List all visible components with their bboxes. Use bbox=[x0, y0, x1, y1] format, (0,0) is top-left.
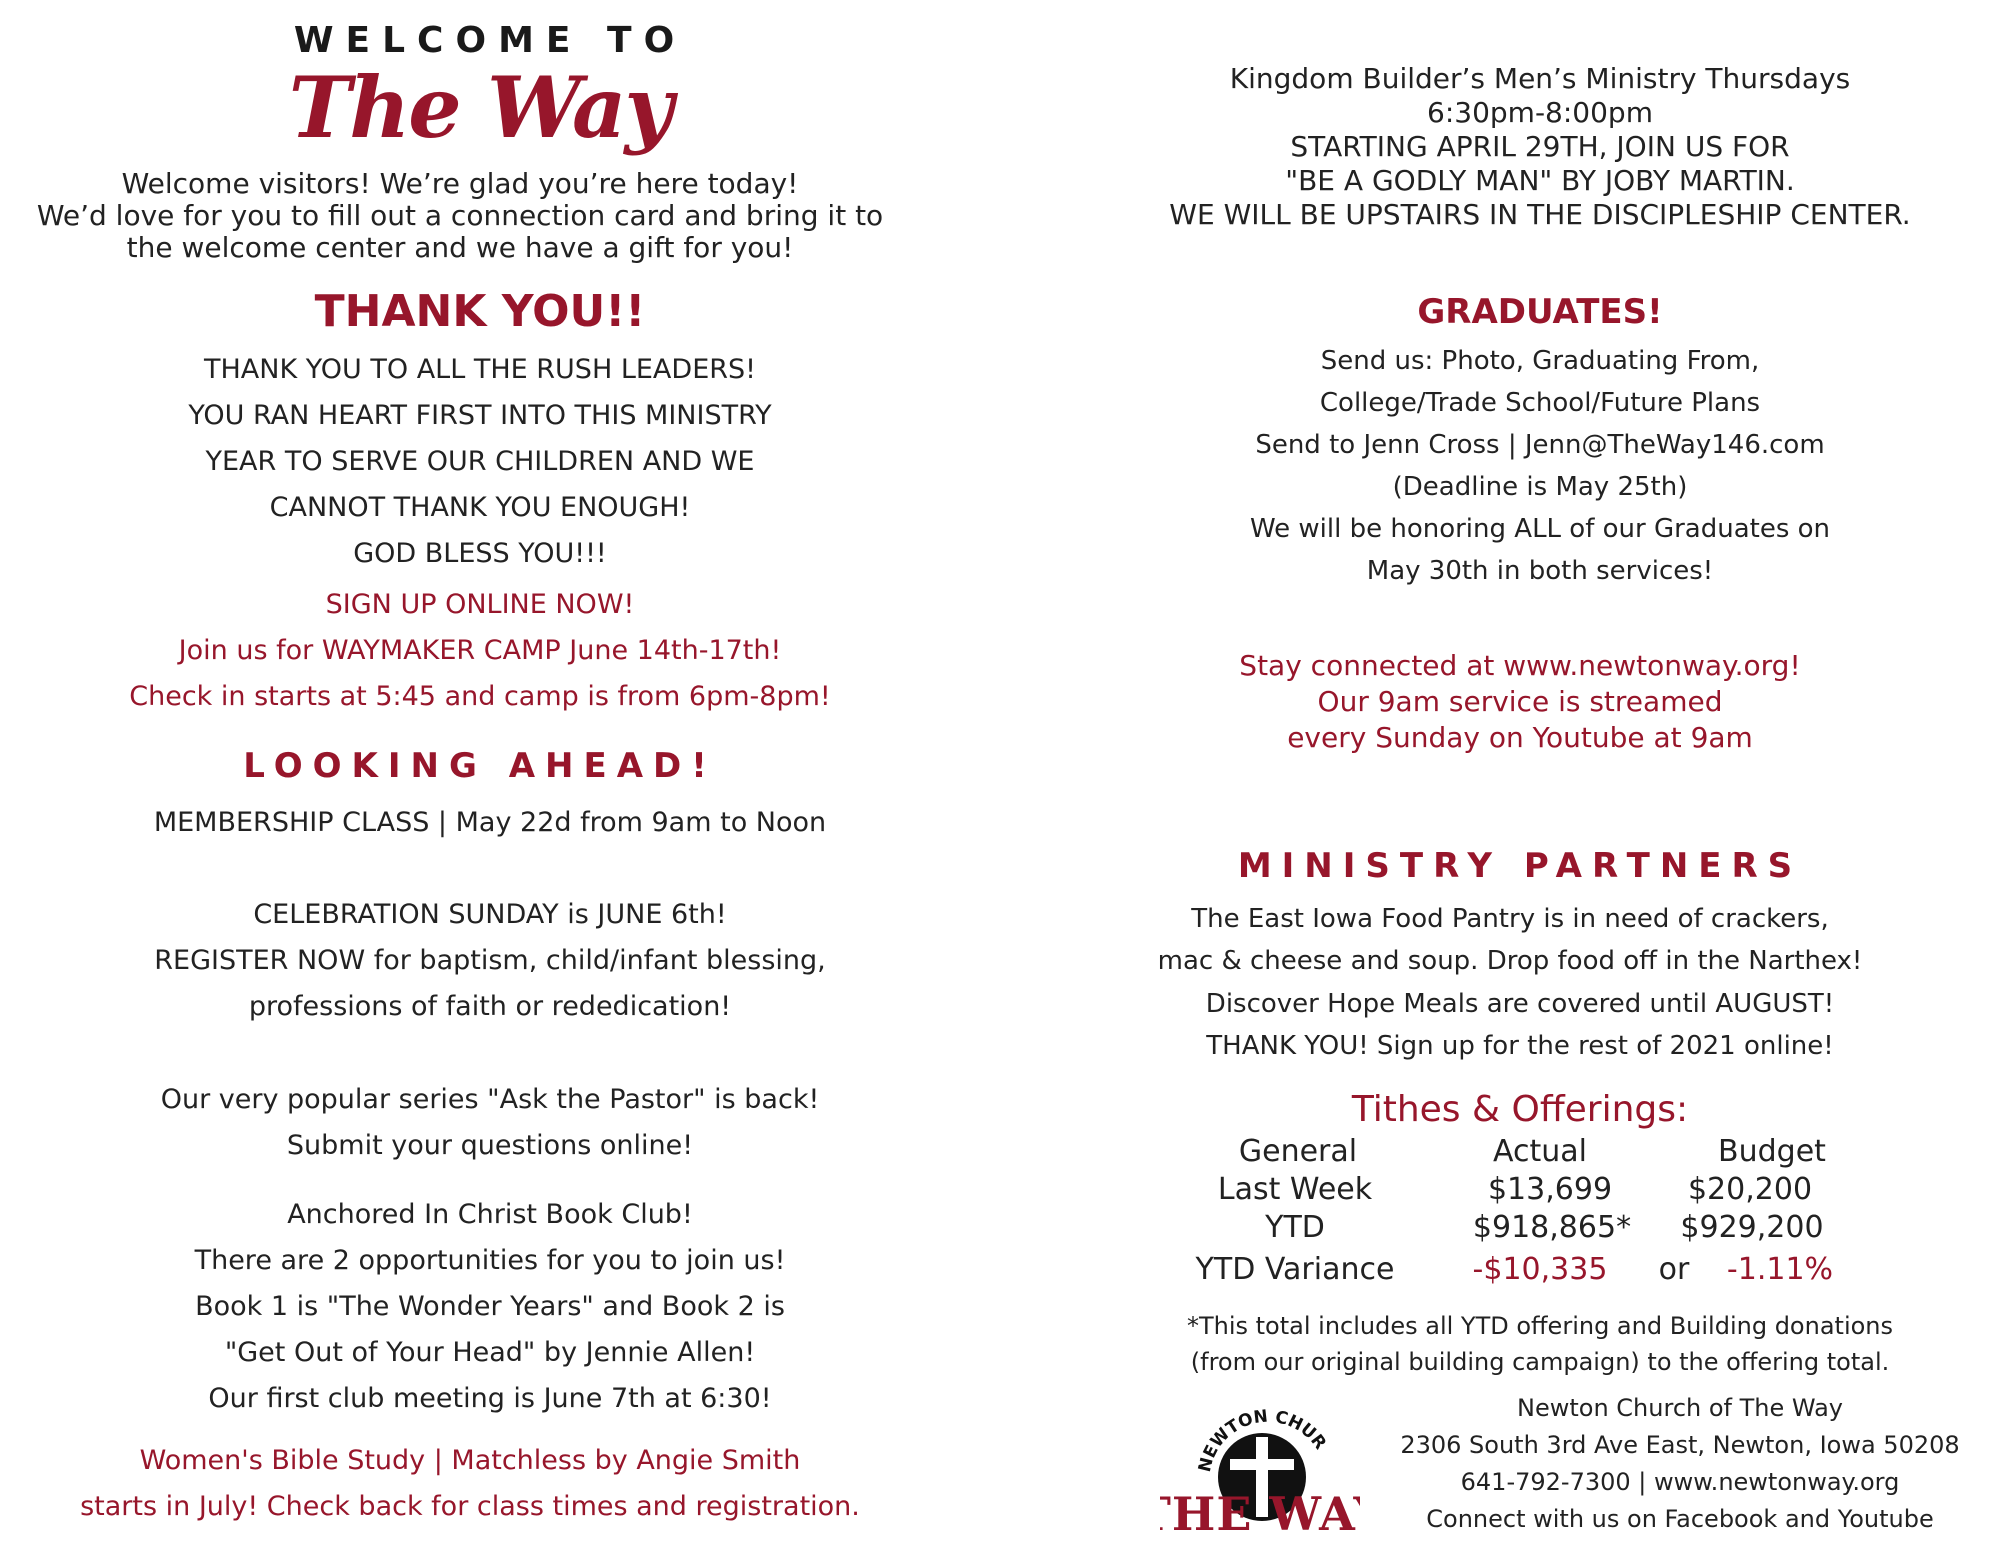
mens-line: Kingdom Builder’s Men’s Ministry Thursdays bbox=[1229, 62, 1851, 95]
looking-ahead-heading: LOOKING AHEAD! bbox=[243, 746, 717, 786]
col-header-general: General bbox=[1238, 1134, 1358, 1169]
thank-you-line: CANNOT THANK YOU ENOUGH! bbox=[269, 492, 691, 523]
ministry-partners-message bbox=[1070, 898, 1950, 982]
graduates-line: Send us: Photo, Graduating From, bbox=[1320, 346, 1760, 376]
mens-line: 6:30pm-8:00pm bbox=[1427, 96, 1653, 129]
partners-line: Discover Hope Meals are covered until AUGUST! bbox=[1205, 989, 1835, 1019]
camp-line: Join us for WAYMAKER CAMP June 14th-17th! bbox=[178, 635, 782, 666]
graduates-line: Send to Jenn Cross | Jenn@TheWay146.com bbox=[1255, 430, 1825, 460]
bookclub-line: Anchored In Christ Book Club! bbox=[287, 1199, 693, 1230]
book-club bbox=[20, 1192, 960, 1422]
col-header-budget: Budget bbox=[1718, 1134, 1826, 1169]
actual-value: $918,865* bbox=[1472, 1210, 1632, 1245]
membership-class bbox=[20, 800, 960, 846]
visitors-line: Welcome visitors! We’re glad you’re here today! bbox=[121, 167, 799, 200]
mens-line: STARTING APRIL 29TH, JOIN US FOR bbox=[1290, 130, 1790, 163]
graduates-message bbox=[1100, 340, 1980, 592]
graduates-heading: GRADUATES! bbox=[1417, 292, 1663, 332]
celebration-line: professions of faith or rededication! bbox=[248, 991, 732, 1022]
membership-line: MEMBERSHIP CLASS | May 22d from 9am to Noon bbox=[153, 807, 827, 838]
contact-line: 641-792-7300 | www.newtonway.org bbox=[1460, 1468, 1900, 1496]
thank-you-line: YEAR TO SERVE OUR CHILDREN AND WE bbox=[205, 446, 755, 477]
contact-line: Connect with us on Facebook and Youtube bbox=[1426, 1505, 1934, 1533]
celebration-sunday bbox=[20, 892, 960, 1030]
footnote-line: (from our original building campaign) to the offering total. bbox=[1190, 1348, 1890, 1376]
stay-line: every Sunday on Youtube at 9am bbox=[1287, 721, 1753, 754]
row-label: YTD Variance bbox=[1195, 1252, 1395, 1287]
the-way-script-title: The Way bbox=[288, 58, 672, 157]
pastor-line: Our very popular series "Ask the Pastor" is back! bbox=[160, 1084, 820, 1115]
visitors-message bbox=[0, 168, 930, 264]
budget-value: $929,200 bbox=[1680, 1210, 1824, 1245]
contact-info bbox=[1370, 1390, 1990, 1538]
thank-you-heading: THANK YOU!! bbox=[314, 286, 646, 337]
variance-or: or bbox=[1658, 1252, 1690, 1287]
camp-line: SIGN UP ONLINE NOW! bbox=[325, 589, 635, 620]
variance-percent: -1.11% bbox=[1726, 1252, 1834, 1287]
tithes-table bbox=[1100, 1134, 1980, 1294]
mens-line: "BE A GODLY MAN" BY JOBY MARTIN. bbox=[1285, 164, 1795, 197]
bible-study-line: starts in July! Check back for class times and registration. bbox=[80, 1491, 860, 1522]
col-header-actual: Actual bbox=[1493, 1134, 1587, 1169]
budget-value: $20,200 bbox=[1687, 1172, 1813, 1207]
pastor-line: Submit your questions online! bbox=[286, 1130, 694, 1161]
mens-line: WE WILL BE UPSTAIRS IN THE DISCIPLESHIP CENTER. bbox=[1169, 198, 1911, 231]
stay-line: Stay connected at www.newtonway.org! bbox=[1239, 649, 1801, 682]
thank-you-line: GOD BLESS YOU!!! bbox=[353, 538, 607, 569]
partners-line: mac & cheese and soup. Drop food off in the Narthex! bbox=[1157, 946, 1863, 976]
contact-line: Newton Church of The Way bbox=[1517, 1394, 1843, 1422]
logo-ring-text: NEWTON CHUR bbox=[1195, 1406, 1330, 1475]
tithes-header-row bbox=[1100, 1134, 1980, 1174]
variance-row bbox=[1100, 1252, 1980, 1292]
camp-line: Check in starts at 5:45 and camp is from 6pm-8pm! bbox=[129, 681, 831, 712]
stay-connected bbox=[1080, 648, 1960, 756]
thank-you-line: THANK YOU TO ALL THE RUSH LEADERS! bbox=[204, 354, 756, 385]
table-row bbox=[1100, 1210, 1980, 1250]
ask-the-pastor bbox=[20, 1077, 960, 1169]
bookclub-line: Book 1 is "The Wonder Years" and Book 2 is bbox=[195, 1291, 785, 1322]
thank-you-line: YOU RAN HEART FIRST INTO THIS MINISTRY bbox=[188, 400, 772, 431]
church-logo bbox=[1160, 1385, 1360, 1535]
discover-hope-message bbox=[1080, 983, 1960, 1067]
womens-bible-study bbox=[0, 1438, 940, 1530]
tithes-heading: Tithes & Offerings: bbox=[1351, 1089, 1689, 1130]
ministry-partners-heading: MINISTRY PARTNERS bbox=[1237, 846, 1803, 886]
visitors-line: We’d love for you to fill out a connection card and bring it to bbox=[36, 199, 884, 232]
footnote-line: *This total includes all YTD offering and Building donations bbox=[1186, 1312, 1894, 1340]
row-label: Last Week bbox=[1217, 1172, 1373, 1207]
graduates-line: (Deadline is May 25th) bbox=[1392, 472, 1688, 502]
mens-ministry bbox=[1100, 62, 1980, 232]
actual-value: $13,699 bbox=[1487, 1172, 1613, 1207]
graduates-line: We will be honoring ALL of our Graduates on bbox=[1249, 514, 1831, 544]
cross-bar-icon bbox=[1230, 1459, 1294, 1470]
partners-line: The East Iowa Food Pantry is in need of crackers, bbox=[1191, 904, 1829, 934]
stay-line: Our 9am service is streamed bbox=[1317, 685, 1723, 718]
celebration-line: REGISTER NOW for baptism, child/infant blessing, bbox=[154, 945, 826, 976]
contact-line: 2306 South 3rd Ave East, Newton, Iowa 50208 bbox=[1400, 1431, 1960, 1459]
bible-study-line: Women's Bible Study | Matchless by Angie Smith bbox=[139, 1445, 801, 1476]
table-row bbox=[1100, 1172, 1980, 1212]
offering-footnote bbox=[1100, 1308, 1980, 1380]
graduates-line: May 30th in both services! bbox=[1366, 556, 1714, 586]
graduates-line: College/Trade School/Future Plans bbox=[1319, 388, 1761, 418]
celebration-line: CELEBRATION SUNDAY is JUNE 6th! bbox=[253, 899, 727, 930]
church-logo-graphic bbox=[1160, 1385, 1360, 1535]
waymaker-camp-notice bbox=[10, 582, 950, 720]
bookclub-line: "Get Out of Your Head" by Jennie Allen! bbox=[224, 1337, 756, 1368]
thank-you-message bbox=[10, 347, 950, 577]
row-label: YTD bbox=[1265, 1210, 1325, 1245]
bookclub-line: There are 2 opportunities for you to join us! bbox=[194, 1245, 786, 1276]
welcome-to-heading: WELCOME TO bbox=[293, 20, 687, 61]
variance-amount: -$10,335 bbox=[1472, 1252, 1608, 1287]
logo-big-text: HE WA bbox=[1171, 1487, 1354, 1535]
bookclub-line: Our first club meeting is June 7th at 6:30! bbox=[208, 1383, 772, 1414]
visitors-line: the welcome center and we have a gift for you! bbox=[126, 231, 794, 264]
partners-line: THANK YOU! Sign up for the rest of 2021 online! bbox=[1206, 1031, 1834, 1061]
